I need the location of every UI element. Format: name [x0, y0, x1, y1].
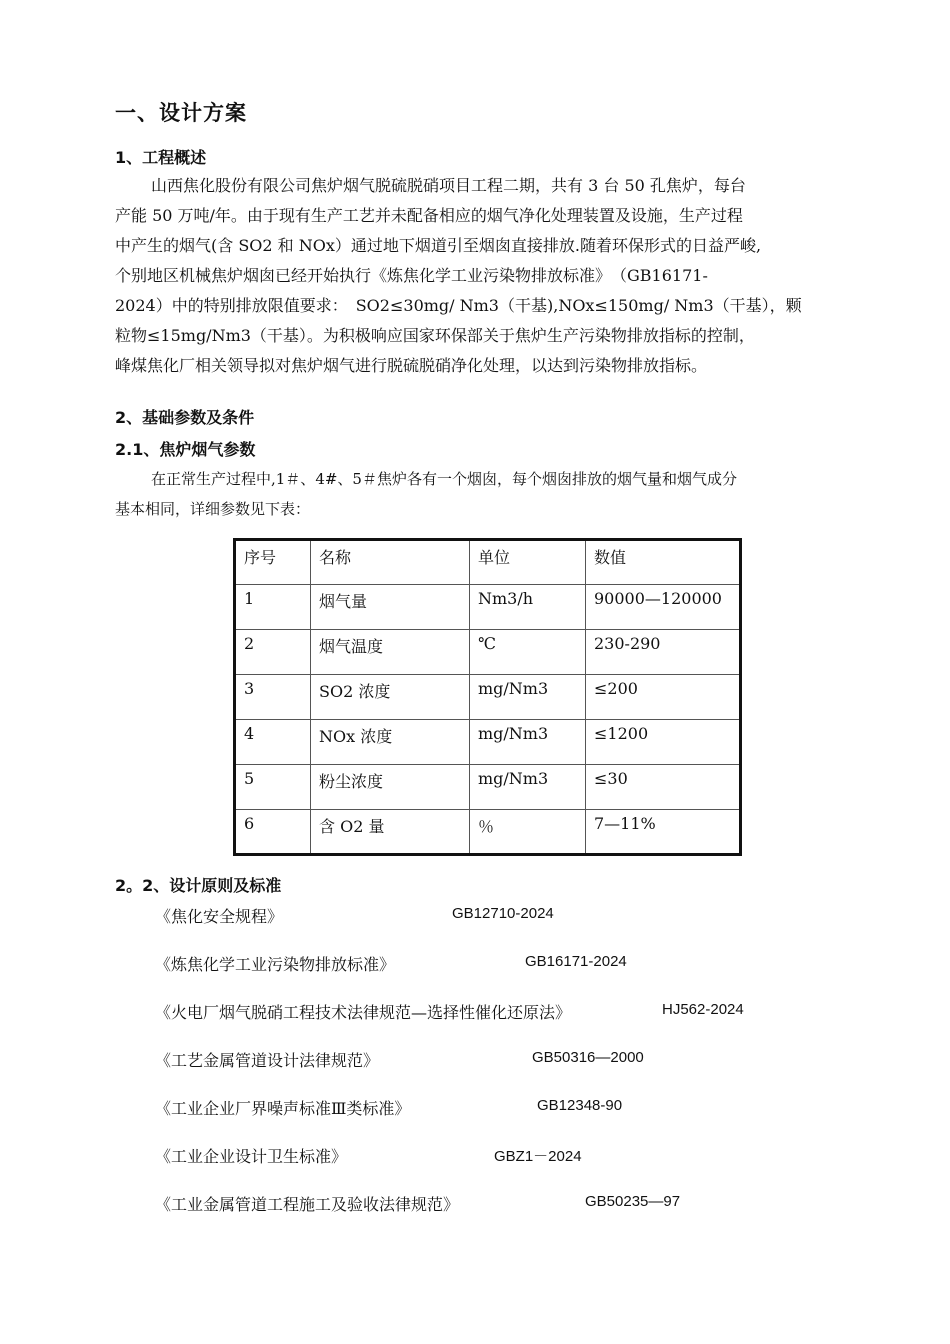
table-cell: NOx 浓度 — [311, 720, 470, 765]
standard-code: GB16171-2024 — [525, 953, 627, 970]
table-cell: ≤200 — [586, 675, 741, 720]
standard-name: 《工业企业厂界噪声标准Ⅲ类标准》 — [155, 1099, 411, 1118]
standard-name: 《工业金属管道工程施工及验收法律规范》 — [155, 1195, 460, 1214]
table-cell: 1 — [235, 585, 311, 630]
standard-name: 《焦化安全规程》 — [155, 907, 284, 926]
table-cell: mg/Nm3 — [470, 675, 586, 720]
header-cell: 名称 — [311, 540, 470, 585]
table-row — [235, 720, 741, 765]
paragraph-line: 山西焦化股份有限公司焦炉烟气脱硫脱硝项目工程二期，共有 3 台 50 孔焦炉，每台 — [151, 176, 746, 195]
table-cell: ％ — [470, 810, 586, 855]
table-cell: 烟气量 — [311, 585, 470, 630]
standard-code: HJ562-2024 — [662, 1001, 744, 1018]
paragraph-line: 基本相同，详细参数见下表： — [115, 500, 311, 518]
table-cell: 含 O2 量 — [311, 810, 470, 855]
table-row — [235, 585, 741, 630]
table-cell: 230-290 — [586, 630, 741, 675]
header-cell: 序号 — [235, 540, 311, 585]
table-row — [235, 630, 741, 675]
paragraph-line: 产能 50 万吨/年。由于现有生产工艺并未配备相应的烟气净化处理装置及设施，生产过程 — [115, 206, 743, 225]
header-cell: 单位 — [470, 540, 586, 585]
table-cell: Nm3/h — [470, 585, 586, 630]
table-cell: ≤1200 — [586, 720, 741, 765]
table-cell: 90000—120000 — [586, 585, 741, 630]
standard-code: GB50316—2000 — [532, 1049, 644, 1066]
standard-code: GBZ1－2024 — [494, 1148, 582, 1165]
paragraph-line: 在正常生产过程中,1＃、4#、5＃焦炉各有一个烟囱，每个烟囱排放的烟气量和烟气成分 — [151, 470, 737, 488]
standard-name: 《工艺金属管道设计法律规范》 — [155, 1051, 380, 1070]
table-header-row — [235, 540, 741, 585]
table-cell: ≤30 — [586, 765, 741, 810]
table-row — [235, 675, 741, 720]
paragraph-line: 2024）中的特别排放限值要求： SO2≤30mg/ Nm3（干基),NOx≤150mg/ Nm3（干基），颗 — [115, 296, 802, 315]
table-row — [235, 810, 741, 855]
section-2-title: 2、基础参数及条件 — [115, 408, 255, 427]
header-cell: 数值 — [586, 540, 741, 585]
table-cell: 烟气温度 — [311, 630, 470, 675]
standard-code: GB12710-2024 — [452, 905, 554, 922]
table-cell: 2 — [235, 630, 311, 675]
section-1-title: 1、工程概述 — [115, 148, 207, 167]
standard-name: 《炼焦化学工业污染物排放标准》 — [155, 955, 396, 974]
table-cell: SO2 浓度 — [311, 675, 470, 720]
table-row — [235, 765, 741, 810]
standard-name: 《工业企业设计卫生标准》 — [155, 1147, 348, 1166]
standard-code: GB12348-90 — [537, 1097, 623, 1114]
table-cell: 3 — [235, 675, 311, 720]
paragraph-line: 粒物≤15mg/Nm3（干基）。为积极响应国家环保部关于焦炉生产污染物排放指标的控制， — [115, 326, 755, 345]
table-cell: 7—11% — [586, 810, 741, 855]
section-1-paragraph — [115, 171, 875, 381]
table-cell: 5 — [235, 765, 311, 810]
table-cell: 4 — [235, 720, 311, 765]
section-2-2-title: 2。2、设计原则及标准 — [115, 876, 282, 895]
paragraph-line: 峰煤焦化厂相关领导拟对焦炉烟气进行脱硫脱硝净化处理，以达到污染物排放指标。 — [115, 356, 708, 375]
standard-name: 《火电厂烟气脱硝工程技术法律规范—选择性催化还原法》 — [155, 1003, 572, 1022]
table-cell: 6 — [235, 810, 311, 855]
standard-code: GB50235—97 — [585, 1193, 681, 1210]
table-cell: ℃ — [470, 630, 586, 675]
table-cell: mg/Nm3 — [470, 720, 586, 765]
main-heading: 一、设计方案 — [115, 101, 247, 125]
table-cell: 粉尘浓度 — [311, 765, 470, 810]
paragraph-line: 个别地区机械焦炉烟囱已经开始执行《炼焦化学工业污染物排放标准》 （GB16171- — [115, 266, 708, 285]
flue-gas-parameter-table — [233, 538, 742, 856]
paragraph-line: 中产生的烟气(含 SO2 和 NOx）通过地下烟道引至烟囱直接排放.随着环保形式的日益严峻, — [115, 236, 762, 255]
section-2-1-paragraph — [115, 464, 875, 524]
table-cell: mg/Nm3 — [470, 765, 586, 810]
section-2-1-title: 2.1、焦炉烟气参数 — [115, 440, 256, 459]
